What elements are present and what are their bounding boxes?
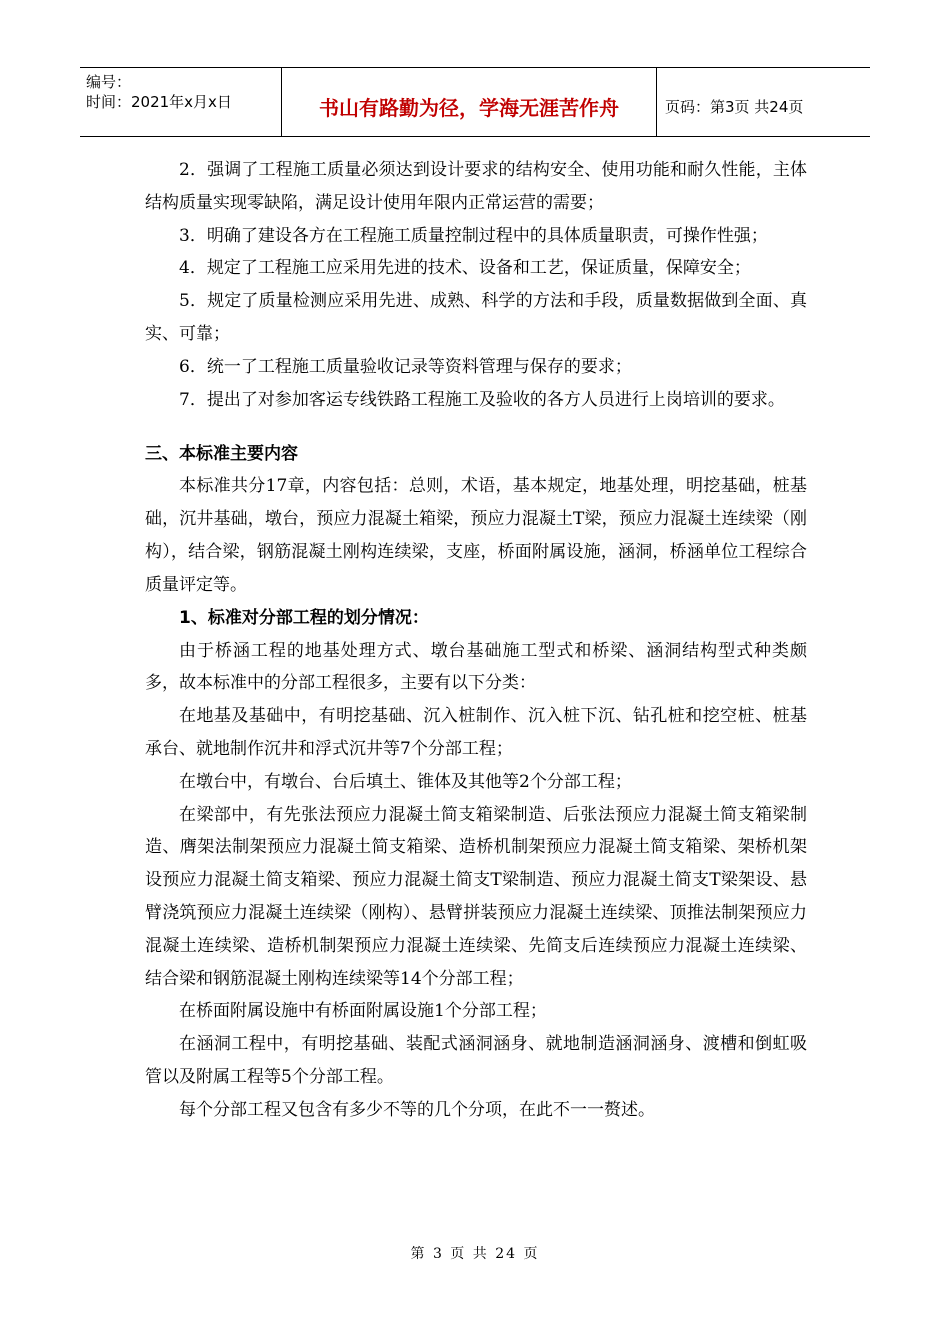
subsection-paragraph: 在桥面附属设施中有桥面附属设施1个分部工程； xyxy=(179,1001,547,1022)
subsection-paragraph: 在地基及基础中，有明挖基础、沉入桩制作、沉入桩下沉、钻孔桩和挖空桩、桩基承台、就地制作沉井和浮式沉井等7个分部工程； xyxy=(145,706,807,759)
paragraph-item-3: 3．明确了建设各方在工程施工质量控制过程中的具体质量职责，可操作性强； xyxy=(179,225,768,246)
paragraph-item-6: 6．统一了工程施工质量验收记录等资料管理与保存的要求； xyxy=(179,356,632,377)
subsection-heading: 1、标准对分部工程的划分情况： xyxy=(179,607,429,628)
section-heading: 三、本标准主要内容 xyxy=(145,444,298,465)
paragraph-item-5: 5．规定了质量检测应采用先进、成熟、科学的方法和手段，质量数据做到全面、真实、可靠； xyxy=(145,291,807,344)
document-body xyxy=(145,154,807,1127)
document-date-label: 时间：2021年x月x日 xyxy=(86,93,232,111)
header-page-label: 页码：第3页 共24页 xyxy=(665,97,804,116)
paragraph-item-4: 4．规定了工程施工应采用先进的技术、设备和工艺，保证质量，保障安全； xyxy=(179,258,751,279)
page-header xyxy=(80,67,870,137)
subsection-paragraph: 在墩台中，有墩台、台后填土、锥体及其他等2个分部工程； xyxy=(179,771,632,792)
subsection-paragraph: 每个分部工程又包含有多少不等的几个分项，在此不一一赘述。 xyxy=(179,1099,655,1120)
document-number-label: 编号： xyxy=(86,73,132,91)
paragraph-item-2: 2．强调了工程施工质量必须达到设计要求的结构安全、使用功能和耐久性能，主体结构质量实现零缺陷，满足设计使用年限内正常运营的需要； xyxy=(145,160,807,213)
subsection-paragraph: 在涵洞工程中，有明挖基础、装配式涵洞涵身、就地制造涵洞涵身、渡槽和倒虹吸管以及附属工程等5个分部工程。 xyxy=(145,1034,807,1087)
subsection-paragraph: 由于桥涵工程的地基处理方式、墩台基础施工型式和桥梁、涵洞结构型式种类颇多，故本标准中的分部工程很多，主要有以下分类： xyxy=(145,640,807,694)
header-motto: 书山有路勤为径，学海无涯苦作舟 xyxy=(282,68,657,136)
paragraph-item-7: 7．提出了对参加客运专线铁路工程施工及验收的各方人员进行上岗培训的要求。 xyxy=(179,389,785,410)
header-meta xyxy=(80,68,282,136)
subsection-paragraph: 在梁部中，有先张法预应力混凝土简支箱梁制造、后张法预应力混凝土简支箱梁制造、膺架法制架预应力混凝土简支箱梁、造桥机制架预应力混凝土简支箱梁、架桥机架设预应力混凝土简支箱梁、预应力混凝土简支T梁制造、预应力混凝土简支T梁架设、悬臂浇筑预应力混凝土连续梁（刚构）、悬臂拼装预应力混凝土连续梁、顶推法制架预应力混凝土连续梁、造桥机制架预应力混凝土连续梁、先简支后连续预应力混凝土连续梁、结合梁和钢筋混凝土刚构连续梁等14个分部工程； xyxy=(145,804,807,989)
page-footer: 第 3 页 共 24 页 xyxy=(410,1246,540,1262)
section-intro: 本标准共分17章，内容包括：总则，术语，基本规定，地基处理，明挖基础，桩基础，沉井基础，墩台，预应力混凝土箱梁，预应力混凝土T梁，预应力混凝土连续梁（刚构），结合梁，钢筋混凝土刚构连续梁，支座，桥面附属设施，涵洞，桥涵单位工程综合质量评定等。 xyxy=(145,476,807,595)
